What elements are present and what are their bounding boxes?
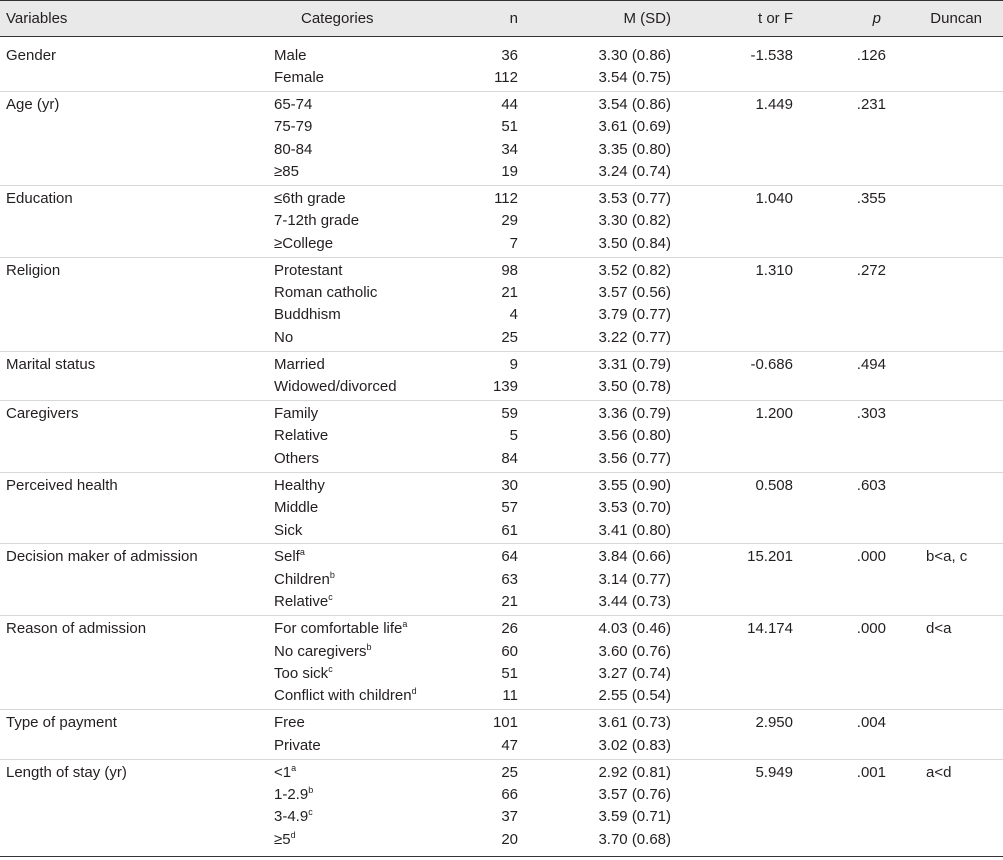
header-msd: M (SD) (623, 10, 671, 27)
n-value: 19 (501, 163, 518, 180)
category-text: ≥College (274, 234, 334, 252)
mean-sd-value: 3.57 (0.56) (598, 284, 671, 301)
mean-sd-value: 3.30 (0.82) (598, 212, 671, 230)
category-text: No (274, 328, 294, 346)
n-value: 7 (509, 234, 518, 252)
t-or-f-value: 1.310 (755, 261, 793, 279)
variable-name: Length of stay (yr) (6, 763, 127, 781)
header-n: n (509, 10, 518, 27)
category-label (274, 233, 333, 255)
table-header (0, 0, 1003, 37)
p-value: .126 (856, 46, 886, 64)
n-value: 51 (501, 118, 518, 136)
category-label (274, 641, 372, 663)
n-value: 63 (501, 570, 518, 588)
category-text: 65-74 (274, 95, 313, 113)
group-divider (0, 351, 1003, 352)
n-value: 112 (494, 189, 518, 207)
n-value: 21 (501, 593, 518, 611)
mean-sd-value: 3.79 (0.77) (598, 306, 671, 324)
category-text: Protestant (274, 261, 343, 279)
group-divider (0, 709, 1003, 710)
t-or-f-value: 1.449 (755, 95, 793, 113)
mean-sd-value: 3.84 (0.66) (598, 548, 671, 566)
n-value: 59 (501, 405, 518, 422)
mean-sd-value: 3.02 (0.83) (598, 736, 671, 754)
mean-sd-value: 3.61 (0.73) (598, 714, 671, 732)
t-or-f-value: 2.950 (755, 714, 793, 732)
n-value: 29 (501, 212, 518, 230)
mean-sd-value: 3.50 (0.84) (598, 234, 671, 252)
category-text: Family (274, 405, 319, 422)
n-value: 36 (501, 46, 518, 64)
variable-name: Age (yr) (6, 95, 60, 113)
category-label (274, 45, 307, 67)
mean-sd-value: 3.41 (0.80) (598, 521, 671, 539)
mean-sd-value: 3.59 (0.71) (598, 808, 671, 826)
category-label (274, 260, 342, 282)
category-text: Widowed/divorced (274, 378, 397, 396)
category-text: Self (274, 548, 300, 566)
p-value: .603 (856, 476, 886, 494)
category-text: 7-12th grade (274, 212, 360, 230)
category-superscript: a (402, 619, 408, 630)
n-value: 84 (501, 449, 518, 467)
mean-sd-value: 3.35 (0.80) (598, 140, 671, 158)
category-text: No caregivers (274, 642, 367, 660)
p-value: .355 (856, 189, 886, 207)
group-divider (0, 91, 1003, 92)
mean-sd-value: 3.24 (0.74) (598, 163, 671, 180)
variable-name: Reason of admission (6, 620, 147, 638)
t-or-f-value: 15.201 (747, 548, 793, 566)
category-label (274, 806, 313, 828)
category-text: Children (274, 570, 330, 588)
category-label (274, 67, 324, 89)
category-text: Others (274, 449, 320, 467)
n-value: 57 (501, 499, 518, 517)
category-text: Male (274, 46, 307, 64)
n-value: 66 (501, 785, 518, 803)
category-superscript: b (366, 641, 372, 652)
category-text: Middle (274, 499, 319, 517)
category-label (274, 520, 302, 542)
p-value: .004 (856, 714, 886, 732)
t-or-f-value: 14.174 (747, 620, 793, 638)
category-superscript: b (329, 569, 335, 580)
variable-name: Perceived health (6, 476, 118, 494)
category-label (274, 282, 377, 304)
duncan-value: b<a, c (926, 548, 968, 566)
n-value: 61 (501, 521, 518, 539)
t-or-f-value: 5.949 (755, 763, 793, 781)
category-label (274, 161, 299, 183)
n-value: 5 (509, 427, 518, 445)
mean-sd-value: 3.57 (0.76) (598, 785, 671, 803)
category-label (274, 497, 318, 519)
n-value: 34 (501, 140, 518, 158)
category-superscript: d (411, 686, 417, 697)
n-value: 25 (501, 763, 518, 781)
mean-sd-value: 3.55 (0.90) (598, 476, 671, 494)
n-value: 112 (494, 68, 518, 86)
category-text: Relative (274, 593, 329, 611)
category-text: Conflict with children (274, 687, 412, 705)
mean-sd-value: 3.52 (0.82) (598, 261, 671, 279)
mean-sd-value: 3.53 (0.77) (598, 189, 671, 207)
p-value: .000 (856, 620, 886, 638)
header-p: p (872, 10, 881, 27)
n-value: 37 (501, 808, 518, 826)
category-label (274, 546, 305, 568)
category-superscript: c (328, 592, 333, 603)
category-label (274, 403, 318, 425)
category-label (274, 304, 341, 326)
n-value: 21 (501, 284, 518, 301)
category-text: Married (274, 355, 325, 373)
variable-name: Decision maker of admission (6, 548, 198, 566)
category-label (274, 475, 325, 497)
category-label (274, 94, 312, 116)
n-value: 9 (509, 355, 518, 373)
category-label (274, 116, 312, 138)
category-text: Free (274, 714, 305, 732)
group-divider (0, 543, 1003, 544)
category-label (274, 376, 397, 398)
category-label (274, 735, 321, 757)
mean-sd-value: 3.14 (0.77) (598, 570, 671, 588)
category-label (274, 188, 346, 210)
n-value: 47 (501, 736, 518, 754)
header-variables: Variables (6, 10, 68, 27)
mean-sd-value: 3.56 (0.77) (598, 449, 671, 467)
category-text: 1-2.9 (274, 785, 309, 803)
variable-name: Caregivers (6, 405, 79, 422)
category-superscript: c (308, 807, 313, 818)
n-value: 30 (501, 476, 518, 494)
n-value: 101 (492, 714, 518, 732)
header-categories: Categories (301, 10, 374, 27)
duncan-value: a<d (926, 763, 952, 781)
mean-sd-value: 2.55 (0.54) (598, 687, 671, 705)
p-value: .231 (856, 95, 886, 113)
category-superscript: c (328, 663, 333, 674)
category-label (274, 591, 333, 613)
t-or-f-value: 1.040 (755, 189, 793, 207)
mean-sd-value: 3.44 (0.73) (598, 593, 671, 611)
mean-sd-value: 3.61 (0.69) (598, 118, 671, 136)
n-value: 4 (509, 306, 518, 324)
variable-name: Religion (6, 261, 61, 279)
p-value: .272 (856, 261, 886, 279)
category-text: Buddhism (274, 306, 341, 324)
category-text: For comfortable life (274, 620, 403, 638)
duncan-value: d<a (926, 620, 952, 638)
n-value: 26 (501, 620, 518, 638)
category-text: 3-4.9 (274, 808, 309, 826)
mean-sd-value: 2.92 (0.81) (598, 763, 671, 781)
p-value: .303 (856, 405, 886, 422)
header-t-or-f: t or F (757, 10, 793, 27)
n-value: 139 (492, 378, 518, 396)
category-label (274, 425, 328, 447)
variable-name: Type of payment (6, 714, 117, 732)
n-value: 44 (501, 95, 518, 113)
p-value: .000 (856, 548, 886, 566)
mean-sd-value: 4.03 (0.46) (598, 620, 671, 638)
bottom-rule (0, 856, 1003, 857)
category-text: <1 (274, 763, 292, 781)
variable-name: Education (6, 189, 73, 207)
category-label (274, 685, 417, 707)
category-text: Relative (274, 427, 329, 445)
t-or-f-value: -1.538 (750, 46, 793, 64)
group-divider (0, 759, 1003, 760)
n-value: 98 (501, 261, 518, 279)
n-value: 20 (501, 830, 518, 848)
category-text: Healthy (274, 476, 325, 494)
category-text: ≥85 (274, 163, 299, 180)
mean-sd-value: 3.27 (0.74) (598, 664, 671, 682)
t-or-f-value: -0.686 (750, 355, 793, 373)
category-superscript: a (291, 762, 297, 773)
category-label (274, 618, 407, 640)
category-label (274, 762, 296, 784)
p-value: .494 (856, 355, 886, 373)
category-text: Private (274, 736, 321, 754)
header-duncan: Duncan (930, 10, 982, 27)
category-label (274, 784, 313, 806)
category-label (274, 327, 293, 349)
variable-name: Gender (6, 46, 57, 64)
mean-sd-value: 3.50 (0.78) (598, 378, 671, 396)
n-value: 60 (501, 642, 518, 660)
category-label (274, 569, 335, 591)
mean-sd-value: 3.54 (0.75) (598, 68, 671, 86)
category-label (274, 210, 359, 232)
category-superscript: d (290, 829, 296, 840)
mean-sd-value: 3.30 (0.86) (598, 46, 671, 64)
category-text: 75-79 (274, 118, 313, 136)
group-divider (0, 472, 1003, 473)
group-divider (0, 615, 1003, 616)
category-label (274, 712, 305, 734)
mean-sd-value: 3.56 (0.80) (598, 427, 671, 445)
n-value: 64 (501, 548, 518, 566)
variable-name: Marital status (6, 355, 96, 373)
mean-sd-value: 3.53 (0.70) (598, 499, 671, 517)
mean-sd-value: 3.22 (0.77) (598, 328, 671, 346)
n-value: 25 (501, 328, 518, 346)
mean-sd-value: 3.60 (0.76) (598, 642, 671, 660)
category-text: ≥5 (274, 830, 291, 848)
category-label (274, 829, 296, 851)
t-or-f-value: 0.508 (755, 476, 793, 494)
category-text: Sick (274, 521, 303, 539)
n-value: 11 (502, 687, 518, 705)
p-value: .001 (856, 763, 886, 781)
group-divider (0, 185, 1003, 186)
category-text: ≤6th grade (274, 189, 346, 207)
n-value: 51 (501, 664, 518, 682)
category-label (274, 663, 333, 685)
category-label (274, 448, 319, 470)
category-text: 80-84 (274, 140, 313, 158)
group-divider (0, 400, 1003, 401)
category-superscript: a (299, 547, 305, 558)
category-text: Female (274, 68, 325, 86)
mean-sd-value: 3.31 (0.79) (598, 355, 671, 373)
category-superscript: b (308, 784, 314, 795)
t-or-f-value: 1.200 (755, 405, 793, 422)
category-text: Too sick (274, 664, 329, 682)
category-label (274, 139, 312, 161)
category-text: Roman catholic (274, 284, 378, 301)
group-divider (0, 257, 1003, 258)
mean-sd-value: 3.70 (0.68) (598, 830, 671, 848)
category-label (274, 354, 325, 376)
mean-sd-value: 3.54 (0.86) (598, 95, 671, 113)
mean-sd-value: 3.36 (0.79) (598, 405, 671, 422)
